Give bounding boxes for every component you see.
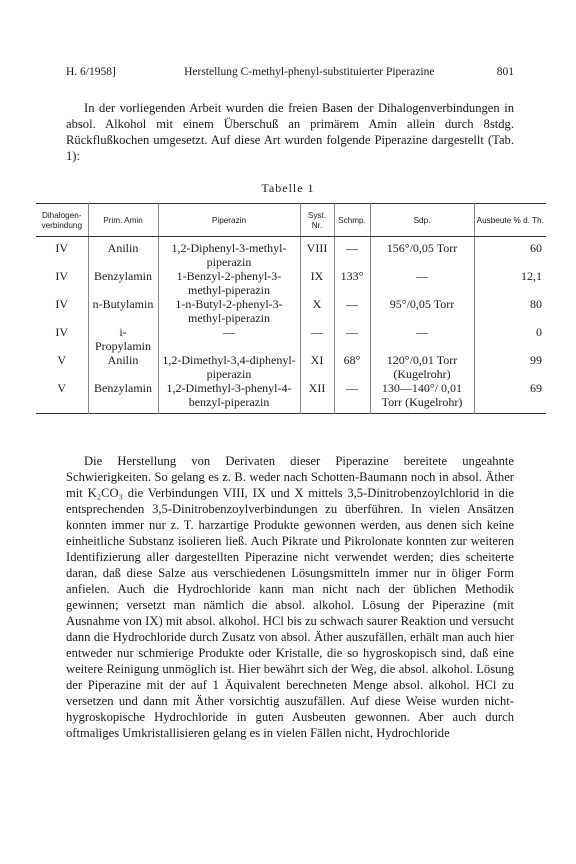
cell-sdp: 156°/0,05 Torr <box>370 237 474 270</box>
cell-ausbeute: 80 <box>474 297 546 325</box>
cell-ausbeute: 69 <box>474 381 546 414</box>
cell-dihalogen: IV <box>55 269 69 283</box>
header-ausbeute: Ausbeute % d. Th. <box>474 204 546 237</box>
cell-syst: — <box>300 325 334 353</box>
cell-sdp: 130—140°/ 0,01 Torr (Kugelrohr) <box>370 381 474 414</box>
cell-amin: i-Propylamin <box>88 325 158 353</box>
cell-piperazin: 1,2-Diphenyl-3-methyl-piperazin <box>158 237 300 270</box>
cell-ausbeute: 12,1 <box>474 269 546 297</box>
running-head <box>66 66 514 78</box>
table-row <box>36 297 546 325</box>
table-caption: Tabelle 1 <box>261 181 315 195</box>
cell-piperazin: 1-Benzyl-2-phenyl-3-methyl-piperazin <box>158 269 300 297</box>
page-number: 801 <box>496 66 514 78</box>
intro-section <box>66 100 514 164</box>
cell-syst: XI <box>300 353 334 381</box>
cell-syst: X <box>300 297 334 325</box>
cell-ausbeute: 60 <box>474 237 546 270</box>
cell-sdp: — <box>370 325 474 353</box>
cell-dihalogen: IV <box>55 241 69 255</box>
table-row <box>36 237 546 270</box>
body-paragraph: Die Herstellung von Derivaten dieser Piperazine bereitete ungeahnte Schwierigkeiten. So gelang es z. B. weder nach Schotten-Baumann noch in absol. Äther mit K₂CO₃ die Verbindungen VIII, IX und X mittels 3,5-Dinitrobenzoylchlorid in die entsprechenden 3,5-Dinitrobenzoylverbindungen zu überführen. In vielen Ansätzen konnten immer nur z. T. harzartige Produkte gewonnen werden, aus denen sich keine einheitliche Substanz isolieren ließ. Auch Pikrate und Pikrolonate konnten zur weiteren Identifizierung aller dargestellten Piperazine nicht verwendet werden; dies scheiterte daran, daß diese Salze aus verschiedenen Lösungsmitteln immer nur in öliger Form anfielen. Auch die Hydrochloride kann man nicht nach der üblichen Methodik gewinnen; versetzt man nämlich die absol. alkohol. Lösung der Piperazine (mit Ausnahme von IX) mit absol. alkohol. HCl bis zu schwach saurer Reaktion und versucht dann die Hydrochloride durch Zusatz von absol. Äther auszufällen, erhält man auch hier entweder nur schmierige Produkte oder Kristalle, die so hygroskopisch sind, daß eine weitere Reinigung unmöglich ist. Hier bewährt sich der Weg, die absol. alkohol. Lösung der Piperazine mit der auf 1 Äquivalent berechneten Menge absol. alkohol. HCl zu versetzen und dann mit Äther vorsichtig auszufällen. Auf diese Weise wurden nicht-hygroskopische Hydrochloride in guten Ausbeuten gewonnen. Aber auch durch oftmaliges Umkristallisieren gelang es in vielen Fällen nicht, Hydrochloride <box>66 454 514 740</box>
running-title: Herstellung C-methyl-phenyl-substituierter Piperazine <box>184 66 435 78</box>
cell-piperazin: — <box>158 325 300 353</box>
cell-schmp: — <box>334 297 370 325</box>
cell-amin: Benzylamin <box>88 381 158 414</box>
table-row <box>36 325 546 353</box>
cell-syst: XII <box>300 381 334 414</box>
header-schmp: Schmp. <box>334 204 370 237</box>
cell-dihalogen: IV <box>55 325 69 339</box>
cell-schmp: — <box>334 381 370 414</box>
table-row <box>36 269 546 297</box>
cell-sdp: 120°/0,01 Torr (Kugelrohr) <box>370 353 474 381</box>
cell-schmp: — <box>334 237 370 270</box>
cell-dihalogen: V <box>57 353 67 367</box>
cell-schmp: — <box>334 325 370 353</box>
journal-issue: H. 6/1958] <box>66 66 116 78</box>
header-sdp: Sdp. <box>370 204 474 237</box>
cell-amin: n-Butylamin <box>88 297 158 325</box>
header-dihalogen: Dihalogen-verbindung <box>36 204 88 237</box>
cell-dihalogen: IV <box>55 297 69 311</box>
header-syst: Syst. Nr. <box>300 204 334 237</box>
cell-amin: Benzylamin <box>88 269 158 297</box>
cell-schmp: 133° <box>334 269 370 297</box>
cell-sdp: — <box>370 269 474 297</box>
table-row <box>36 353 546 381</box>
cell-piperazin: 1,2-Dimethyl-3,4-diphenyl-piperazin <box>158 353 300 381</box>
cell-syst: VIII <box>300 237 334 270</box>
header-piperazin: Piperazin <box>158 204 300 237</box>
intro-paragraph: In der vorliegenden Arbeit wurden die freien Basen der Dihalogenverbindungen in absol. Alkohol mit einem Überschuß an primärem Amin allein durch 8stdg. Rückflußkochen umgesetzt. Auf diese Art wurden folgende Piperazine dargestellt (Tab. 1): <box>66 101 514 163</box>
cell-amin: Anilin <box>88 353 158 381</box>
cell-schmp: 68° <box>334 353 370 381</box>
table-header-row <box>36 204 546 237</box>
cell-sdp: 95°/0,05 Torr <box>370 297 474 325</box>
cell-dihalogen: V <box>57 381 67 395</box>
piperazine-table <box>36 203 546 414</box>
cell-piperazin: 1,2-Dimethyl-3-phenyl-4-benzyl-piperazin <box>158 381 300 414</box>
cell-ausbeute: 99 <box>474 353 546 381</box>
cell-amin: Anilin <box>88 237 158 270</box>
body-section <box>66 453 514 741</box>
cell-syst: IX <box>300 269 334 297</box>
cell-ausbeute: 0 <box>474 325 546 353</box>
cell-piperazin: 1-n-Butyl-2-phenyl-3-methyl-piperazin <box>158 297 300 325</box>
header-amin: Prim. Amin <box>88 204 158 237</box>
table-row <box>36 381 546 414</box>
